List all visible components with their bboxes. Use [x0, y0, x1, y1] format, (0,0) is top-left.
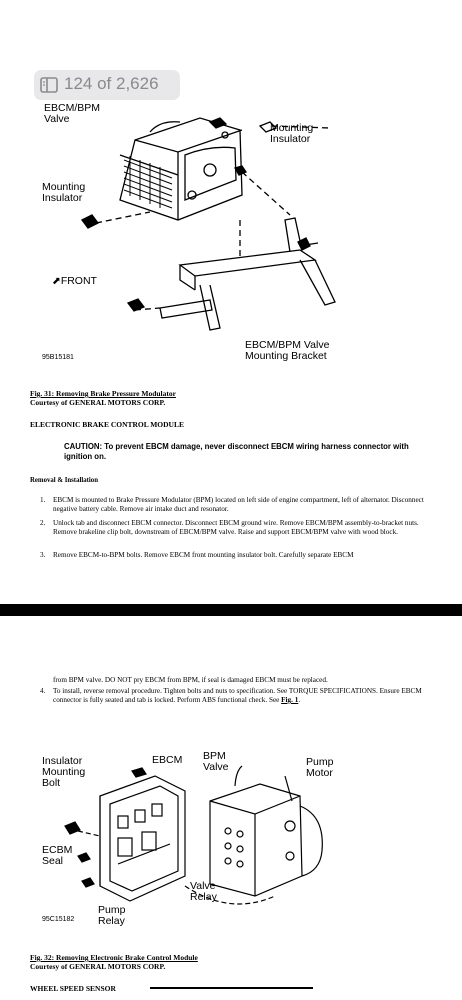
front-arrow-icon: ⬈: [52, 275, 61, 287]
caution-text: To prevent EBCM damage, never disconnect EBCM wiring harness connector with ignition on.: [64, 442, 409, 461]
label-front: FRONT: [60, 275, 97, 287]
document-page-1: 124 of 2,626 EBCM/BPM Valve Mounting Insulator Mounting Insulator ⬈FRONT EBCM/BPM Valve Mounting Bracket 95B15181 Fig. 31: Removing Brake Pressure Modulator Courtesy of GENERAL MOTORS CORP. ELECTRONIC BRAKE CONTROL MODULE CAUTION: To prevent EBCM damage, never disconnect EBCM wiring harness connector with ignition on. Removal & Installation 1. EBCM is mounted to Brake Pressure Modulator (BPM) located on left side of engine compartment, left of alternator. Disconnect negative battery cable. Remove air intake duct and resonator. 2. Unlock tab and disconnect EBCM connector. Disconnect EBCM ground wire. Remove EBCM/BPM assembly-to-bracket nuts. Remove brakeline clip bolt, downstream of EBCM/BPM valve. Raise and support EBCM/BPM valve with wood block. 3. Remove EBCM-to-BPM bolts. Remove EBCM front mounting insulator bolt. Carefully separate EBCM: [0, 0, 462, 604]
label-bpm-valve: BPM Valve: [203, 750, 229, 773]
caution-label: CAUTION:: [64, 442, 103, 451]
page-icon: [40, 77, 58, 93]
fig32-courtesy: Courtesy of GENERAL MOTORS CORP.: [30, 962, 166, 971]
figure-code-31: 95B15181: [42, 354, 74, 361]
label-front-wrap: [52, 276, 97, 287]
section-rule: [150, 987, 313, 989]
caution-block: [64, 442, 414, 462]
label-mounting-bracket: EBCM/BPM Valve Mounting Bracket: [245, 339, 330, 362]
page-counter-text: 124 of 2,626: [64, 74, 159, 93]
label-insulator-mounting-bolt: Insulator Mounting Bolt: [42, 755, 86, 789]
label-pump-motor: Pump Motor: [306, 756, 334, 779]
fig1-link[interactable]: Fig. 1: [281, 696, 299, 704]
fig31-caption[interactable]: Fig. 31: Removing Brake Pressure Modulator: [30, 389, 176, 398]
figure-code-32: 95C15182: [42, 916, 75, 923]
label-ecbm-seal: ECBM Seal: [42, 844, 73, 867]
label-ebcm: EBCM: [152, 754, 183, 766]
section-title-wheel-speed-sensor: WHEEL SPEED SENSOR: [30, 984, 116, 993]
page-counter-badge[interactable]: [34, 70, 180, 100]
label-mounting-insulator-left: Mounting Insulator: [42, 181, 86, 204]
label-mounting-insulator-right: Mounting Insulator: [270, 122, 314, 145]
fig32-caption[interactable]: Fig. 32: Removing Electronic Brake Control Module: [30, 953, 198, 962]
document-page-2: from BPM valve. DO NOT pry EBCM from BPM, if seal is damaged EBCM must be replaced. 4. To install, reverse removal procedure. Tighten bolts and nuts to specification. See TORQUE SPECIFICATIONS. Ensure EBCM connector is fully seated and tab is locked. Perform ABS functional check. See Fig. 1. Insulator Mounting Bolt EBCM BPM Valve Pump Motor ECBM Seal Valve Relay Pump Relay 95C15182 Fig. 32: Removing Electronic Brake Control Module Courtesy of GENERAL MOTORS CORP. WHEEL SPEED SENSOR: [0, 616, 462, 1000]
label-valve-relay: Valve Relay: [190, 880, 217, 903]
subhead-removal: Removal & Installation: [30, 477, 98, 484]
section-title-ebcm: ELECTRONIC BRAKE CONTROL MODULE: [30, 420, 184, 429]
fig31-courtesy: Courtesy of GENERAL MOTORS CORP.: [30, 398, 166, 407]
label-pump-relay: Pump Relay: [98, 904, 126, 927]
label-ebcm-bpm-valve: EBCM/BPM Valve: [44, 102, 101, 125]
